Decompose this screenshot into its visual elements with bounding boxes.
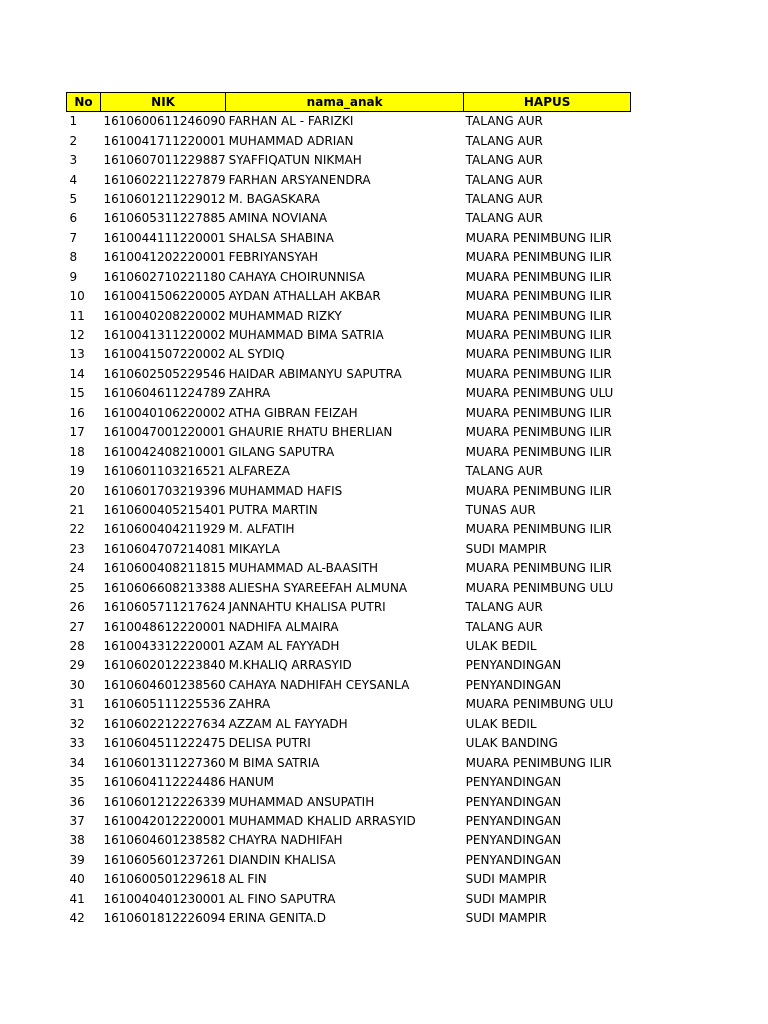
cell-nama-anak[interactable]: AMINA NOVIANA — [228, 211, 328, 226]
cell-nik[interactable]: 1610041711220001 — [103, 133, 226, 148]
cell-nama-anak[interactable]: MUHAMMAD AL-BAASITH — [228, 561, 379, 576]
data-table — [66, 92, 631, 928]
cell-no[interactable]: 29 — [69, 658, 85, 673]
cell-nik[interactable]: 1610600408211815 — [103, 561, 226, 576]
cell-hapus[interactable]: MUARA PENIMBUNG ILIR — [465, 250, 612, 265]
cell-nik[interactable]: 1610043312220001 — [103, 639, 226, 654]
cell-no[interactable]: 2 — [69, 133, 78, 148]
cell-hapus[interactable]: MUARA PENIMBUNG ULU — [465, 386, 614, 401]
cell-hapus[interactable]: MUARA PENIMBUNG ILIR — [465, 522, 612, 537]
cell-no[interactable]: 16 — [69, 405, 85, 420]
table-body — [67, 112, 631, 929]
cell-no[interactable]: 38 — [69, 833, 85, 848]
table-row — [67, 501, 631, 520]
table-header — [67, 93, 631, 112]
header-cell-hapus[interactable]: HAPUS — [464, 93, 631, 112]
cell-nik[interactable]: 1610606608213388 — [103, 580, 226, 595]
cell-hapus[interactable]: SUDI MAMPIR — [465, 872, 547, 887]
cell-nama-anak[interactable]: HAIDAR ABIMANYU SAPUTRA — [228, 366, 402, 381]
cell-no[interactable]: 8 — [69, 250, 78, 265]
table-row — [67, 326, 631, 345]
cell-nik[interactable]: 1610604601238560 — [103, 677, 226, 692]
cell-nama-anak[interactable]: M BIMA SATRIA — [228, 755, 320, 770]
cell-hapus[interactable]: ULAK BANDING — [465, 736, 558, 751]
cell-hapus[interactable]: MUARA PENIMBUNG ULU — [465, 580, 614, 595]
table-row — [67, 734, 631, 753]
cell-nik[interactable]: 1610604707214081 — [103, 541, 226, 556]
table-row — [67, 384, 631, 403]
cell-hapus[interactable]: PENYANDINGAN — [465, 813, 562, 828]
table-row — [67, 306, 631, 325]
table-row — [67, 268, 631, 287]
table-row — [67, 851, 631, 870]
cell-nama-anak[interactable]: M. BAGASKARA — [228, 191, 320, 206]
cell-nama-anak[interactable]: CAHAYA NADHIFAH CEYSANLA — [228, 677, 410, 692]
cell-nama-anak[interactable]: SHALSA SHABINA — [228, 230, 334, 245]
cell-nama-anak[interactable]: MUHAMMAD BIMA SATRIA — [228, 328, 384, 343]
table-row — [67, 890, 631, 909]
cell-nik[interactable]: 1610041202220001 — [103, 250, 226, 265]
cell-hapus[interactable]: TALANG AUR — [465, 464, 543, 479]
cell-no[interactable]: 23 — [69, 541, 85, 556]
cell-hapus[interactable]: MUARA PENIMBUNG ILIR — [465, 755, 612, 770]
cell-no[interactable]: 17 — [69, 425, 85, 440]
cell-nik[interactable]: 1610601311227360 — [103, 755, 226, 770]
cell-no[interactable]: 31 — [69, 697, 85, 712]
cell-no[interactable]: 22 — [69, 522, 85, 537]
cell-no[interactable]: 3 — [69, 153, 78, 168]
header-row — [67, 93, 631, 112]
cell-hapus[interactable]: PENYANDINGAN — [465, 794, 562, 809]
cell-hapus[interactable]: PENYANDINGAN — [465, 833, 562, 848]
cell-nama-anak[interactable]: DIANDIN KHALISA — [228, 852, 336, 867]
cell-no[interactable]: 37 — [69, 813, 85, 828]
cell-nik[interactable]: 1610604112224486 — [103, 775, 226, 790]
cell-no[interactable]: 19 — [69, 464, 85, 479]
cell-no[interactable]: 42 — [69, 911, 85, 926]
cell-hapus[interactable]: PENYANDINGAN — [465, 677, 562, 692]
cell-nik[interactable]: 1610041311220002 — [103, 328, 226, 343]
cell-no[interactable]: 9 — [69, 269, 78, 284]
cell-hapus[interactable]: TALANG AUR — [465, 619, 543, 634]
cell-hapus[interactable]: TALANG AUR — [465, 600, 543, 615]
cell-nama-anak[interactable]: M. ALFATIH — [228, 522, 295, 537]
cell-hapus[interactable]: MUARA PENIMBUNG ILIR — [465, 328, 612, 343]
table-row — [67, 345, 631, 364]
table-row — [67, 520, 631, 539]
cell-hapus[interactable]: MUARA PENIMBUNG ILIR — [465, 366, 612, 381]
cell-hapus[interactable]: PENYANDINGAN — [465, 775, 562, 790]
cell-nama-anak[interactable]: ZAHRA — [228, 386, 271, 401]
cell-hapus[interactable]: MUARA PENIMBUNG ILIR — [465, 269, 612, 284]
table-row — [67, 248, 631, 267]
cell-nama-anak[interactable]: JANNAHTU KHALISA PUTRI — [228, 600, 386, 615]
cell-no[interactable]: 12 — [69, 328, 85, 343]
table-row — [67, 540, 631, 559]
table-row — [67, 792, 631, 811]
cell-nama-anak[interactable]: CAHAYA CHOIRUNNISA — [228, 269, 366, 284]
cell-hapus[interactable]: TALANG AUR — [465, 211, 543, 226]
header-cell-nik[interactable]: NIK — [101, 93, 226, 112]
table-row — [67, 637, 631, 656]
cell-nik[interactable]: 1610605711217624 — [103, 600, 226, 615]
cell-nama-anak[interactable]: MUHAMMAD ADRIAN — [228, 133, 354, 148]
cell-hapus[interactable]: MUARA PENIMBUNG ILIR — [465, 444, 612, 459]
cell-no[interactable]: 11 — [69, 308, 85, 323]
cell-nik[interactable]: 1610044111220001 — [103, 230, 226, 245]
cell-nama-anak[interactable]: AYDAN ATHALLAH AKBAR — [228, 289, 381, 304]
cell-no[interactable]: 34 — [69, 755, 85, 770]
cell-hapus[interactable]: MUARA PENIMBUNG ILIR — [465, 347, 612, 362]
cell-nama-anak[interactable]: ZAHRA — [228, 697, 271, 712]
table-row — [67, 229, 631, 248]
cell-nik[interactable]: 1610601103216521 — [103, 464, 226, 479]
cell-hapus[interactable]: MUARA PENIMBUNG ILIR — [465, 405, 612, 420]
cell-nik[interactable]: 1610601212226339 — [103, 794, 226, 809]
cell-nik[interactable]: 1610601812226094 — [103, 911, 226, 926]
table-row — [67, 715, 631, 734]
cell-nama-anak[interactable]: ALIESHA SYAREEFAH ALMUNA — [228, 580, 408, 595]
cell-nama-anak[interactable]: MIKAYLA — [228, 541, 280, 556]
cell-no[interactable]: 30 — [69, 677, 85, 692]
cell-nik[interactable]: 1610600501229618 — [103, 872, 226, 887]
table-row — [67, 579, 631, 598]
table-row — [67, 481, 631, 500]
cell-hapus[interactable]: TUNAS AUR — [465, 502, 536, 517]
cell-nik[interactable]: 1610602211227879 — [103, 172, 226, 187]
cell-hapus[interactable]: MUARA PENIMBUNG ULU — [465, 697, 614, 712]
spreadsheet — [66, 92, 631, 928]
cell-no[interactable]: 6 — [69, 211, 78, 226]
table-row — [67, 287, 631, 306]
cell-hapus[interactable]: MUARA PENIMBUNG ILIR — [465, 230, 612, 245]
cell-no[interactable]: 24 — [69, 561, 85, 576]
cell-nama-anak[interactable]: SYAFFIQATUN NIKMAH — [228, 153, 362, 168]
cell-hapus[interactable]: MUARA PENIMBUNG ILIR — [465, 483, 612, 498]
cell-nama-anak[interactable]: NADHIFA ALMAIRA — [228, 619, 339, 634]
cell-hapus[interactable]: SUDI MAMPIR — [465, 891, 547, 906]
cell-nama-anak[interactable]: M.KHALIQ ARRASYID — [228, 658, 352, 673]
cell-hapus[interactable]: MUARA PENIMBUNG ILIR — [465, 425, 612, 440]
cell-nik[interactable]: 1610605311227885 — [103, 211, 226, 226]
cell-hapus[interactable]: ULAK BEDIL — [465, 639, 537, 654]
cell-nik[interactable]: 1610605111225536 — [103, 697, 226, 712]
cell-nik[interactable]: 1610601703219396 — [103, 483, 226, 498]
cell-nik[interactable]: 1610600611246090 — [103, 114, 226, 129]
table-row — [67, 831, 631, 850]
table-row — [67, 404, 631, 423]
table-row — [67, 695, 631, 714]
table-row — [67, 190, 631, 209]
table-row — [67, 812, 631, 831]
cell-hapus[interactable]: TALANG AUR — [465, 153, 543, 168]
cell-no[interactable]: 41 — [69, 891, 85, 906]
cell-hapus[interactable]: TALANG AUR — [465, 133, 543, 148]
cell-no[interactable]: 32 — [69, 716, 85, 731]
cell-nik[interactable]: 1610040208220002 — [103, 308, 226, 323]
cell-nama-anak[interactable]: FEBRIYANSYAH — [228, 250, 319, 265]
cell-nama-anak[interactable]: AZZAM AL FAYYADH — [228, 716, 348, 731]
cell-nik[interactable]: 1610601211229012 — [103, 191, 226, 206]
cell-nama-anak[interactable]: FARHAN ARSYANENDRA — [228, 172, 371, 187]
table-row — [67, 365, 631, 384]
table-row — [67, 656, 631, 675]
cell-nama-anak[interactable]: GILANG SAPUTRA — [228, 444, 335, 459]
header-cell-nama-anak[interactable]: nama_anak — [226, 93, 464, 112]
cell-nama-anak[interactable]: AL FIN — [228, 872, 267, 887]
cell-nama-anak[interactable]: AL FINO SAPUTRA — [228, 891, 336, 906]
cell-nik[interactable]: 1610048612220001 — [103, 619, 226, 634]
table-row — [67, 170, 631, 189]
table-row — [67, 598, 631, 617]
cell-nik[interactable]: 1610040401230001 — [103, 891, 226, 906]
cell-nik[interactable]: 1610042012220001 — [103, 813, 226, 828]
cell-nama-anak[interactable]: ATHA GIBRAN FEIZAH — [228, 405, 358, 420]
cell-hapus[interactable]: SUDI MAMPIR — [465, 541, 547, 556]
table-row — [67, 112, 631, 132]
cell-hapus[interactable]: MUARA PENIMBUNG ILIR — [465, 561, 612, 576]
cell-nik[interactable]: 1610602505229546 — [103, 366, 226, 381]
table-row — [67, 753, 631, 772]
cell-hapus[interactable]: MUARA PENIMBUNG ILIR — [465, 308, 612, 323]
cell-nik[interactable]: 1610607011229887 — [103, 153, 226, 168]
cell-no[interactable]: 28 — [69, 639, 85, 654]
cell-no[interactable]: 40 — [69, 872, 85, 887]
cell-no[interactable]: 39 — [69, 852, 85, 867]
cell-nik[interactable]: 1610604611224789 — [103, 386, 226, 401]
cell-nik[interactable]: 1610040106220002 — [103, 405, 226, 420]
table-row — [67, 870, 631, 889]
cell-no[interactable]: 15 — [69, 386, 85, 401]
table-row — [67, 909, 631, 928]
table-row — [67, 151, 631, 170]
cell-hapus[interactable]: MUARA PENIMBUNG ILIR — [465, 289, 612, 304]
cell-nama-anak[interactable]: ALFAREZA — [228, 464, 290, 479]
cell-nama-anak[interactable]: MUHAMMAD HAFIS — [228, 483, 343, 498]
cell-no[interactable]: 14 — [69, 366, 85, 381]
cell-no[interactable]: 1 — [69, 114, 78, 129]
cell-nik[interactable]: 1610602710221180 — [103, 269, 226, 284]
table-row — [67, 462, 631, 481]
cell-no[interactable]: 4 — [69, 172, 78, 187]
cell-no[interactable]: 26 — [69, 600, 85, 615]
cell-nik[interactable]: 1610602212227634 — [103, 716, 226, 731]
cell-nik[interactable]: 1610600404211929 — [103, 522, 226, 537]
cell-no[interactable]: 27 — [69, 619, 85, 634]
cell-hapus[interactable]: TALANG AUR — [465, 191, 543, 206]
table-row — [67, 131, 631, 150]
cell-nama-anak[interactable]: MUHAMMAD ANSUPATIH — [228, 794, 375, 809]
cell-no[interactable]: 5 — [69, 191, 78, 206]
table-row — [67, 442, 631, 461]
table-row — [67, 773, 631, 792]
cell-nama-anak[interactable]: HANUM — [228, 775, 275, 790]
cell-nik[interactable]: 1610041506220005 — [103, 289, 226, 304]
table-row — [67, 676, 631, 695]
cell-nama-anak[interactable]: CHAYRA NADHIFAH — [228, 833, 343, 848]
cell-nik[interactable]: 1610604511222475 — [103, 736, 226, 751]
cell-no[interactable]: 33 — [69, 736, 85, 751]
cell-no[interactable]: 20 — [69, 483, 85, 498]
cell-nama-anak[interactable]: MUHAMMAD KHALID ARRASYID — [228, 813, 416, 828]
cell-nama-anak[interactable]: MUHAMMAD RIZKY — [228, 308, 342, 323]
cell-hapus[interactable]: PENYANDINGAN — [465, 852, 562, 867]
cell-no[interactable]: 25 — [69, 580, 85, 595]
table-row — [67, 559, 631, 578]
cell-nama-anak[interactable]: GHAURIE RHATU BHERLIAN — [228, 425, 393, 440]
cell-nik[interactable]: 1610600405215401 — [103, 502, 226, 517]
cell-no[interactable]: 13 — [69, 347, 85, 362]
cell-no[interactable]: 7 — [69, 230, 78, 245]
header-cell-no[interactable]: No — [67, 93, 101, 112]
cell-hapus[interactable]: ULAK BEDIL — [465, 716, 537, 731]
cell-nik[interactable]: 1610605601237261 — [103, 852, 226, 867]
cell-no[interactable]: 18 — [69, 444, 85, 459]
cell-no[interactable]: 36 — [69, 794, 85, 809]
cell-hapus[interactable]: SUDI MAMPIR — [465, 911, 547, 926]
cell-nik[interactable]: 1610602012223840 — [103, 658, 226, 673]
cell-no[interactable]: 35 — [69, 775, 85, 790]
cell-nik[interactable]: 1610047001220001 — [103, 425, 226, 440]
cell-hapus[interactable]: TALANG AUR — [465, 114, 543, 129]
cell-nama-anak[interactable]: ERINA GENITA.D — [228, 911, 326, 926]
cell-nama-anak[interactable]: AL SYDIQ — [228, 347, 285, 362]
cell-nama-anak[interactable]: AZAM AL FAYYADH — [228, 639, 340, 654]
table-row — [67, 423, 631, 442]
cell-nama-anak[interactable]: FARHAN AL - FARIZKI — [228, 114, 354, 129]
table-row — [67, 617, 631, 636]
cell-nik[interactable]: 1610042408210001 — [103, 444, 226, 459]
cell-nik[interactable]: 1610604601238582 — [103, 833, 226, 848]
cell-nik[interactable]: 1610041507220002 — [103, 347, 226, 362]
cell-nama-anak[interactable]: PUTRA MARTIN — [228, 502, 318, 517]
table-row — [67, 209, 631, 228]
cell-no[interactable]: 21 — [69, 502, 85, 517]
cell-no[interactable]: 10 — [69, 289, 85, 304]
cell-hapus[interactable]: TALANG AUR — [465, 172, 543, 187]
cell-nama-anak[interactable]: DELISA PUTRI — [228, 736, 311, 751]
cell-hapus[interactable]: PENYANDINGAN — [465, 658, 562, 673]
